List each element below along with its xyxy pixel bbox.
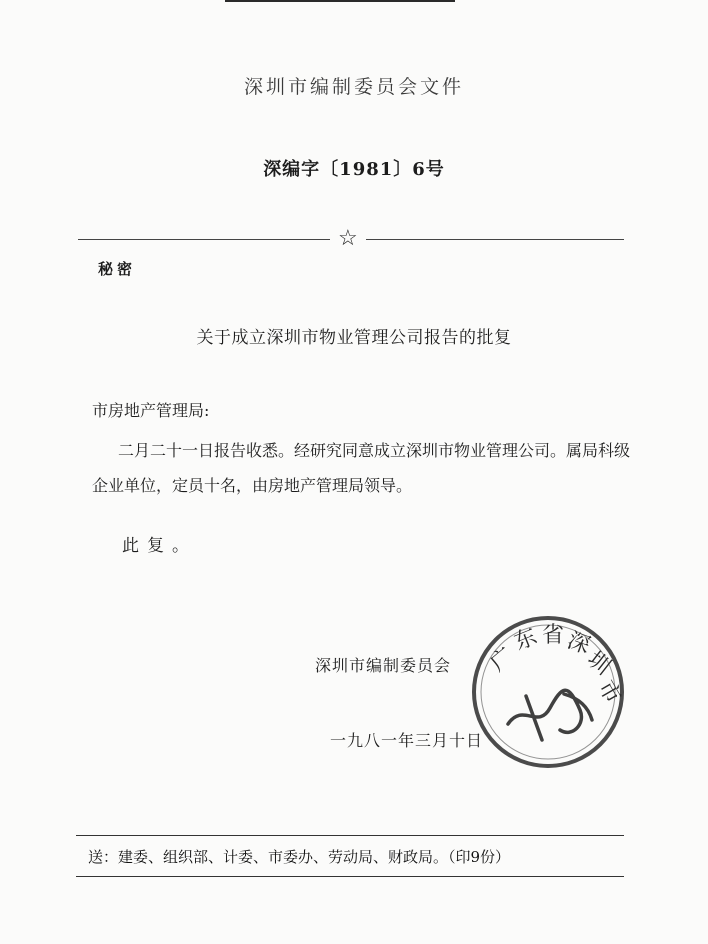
body-paragraph: 二月二十一日报告收悉。经研究同意成立深圳市物业管理公司。属局科级企业单位，定员十名，由房地产管理局领导。 bbox=[92, 441, 631, 495]
svg-text:深: 深 bbox=[563, 628, 594, 660]
svg-text:广: 广 bbox=[485, 643, 519, 677]
distribution-rule-bottom bbox=[76, 876, 624, 877]
separator-line-left bbox=[78, 239, 330, 240]
issuer-header: 深圳市编制委员会文件 bbox=[243, 76, 464, 98]
signing-organization: 深圳市编制委员会 bbox=[315, 656, 452, 675]
document-number: 深编字〔1981〕6号 bbox=[263, 159, 445, 180]
svg-text:市: 市 bbox=[592, 676, 626, 709]
separator-line-right bbox=[366, 239, 624, 240]
signing-date: 一九八一年三月十日 bbox=[330, 731, 484, 750]
document-title: 关于成立深圳市物业管理公司报告的批复 bbox=[196, 328, 512, 348]
official-seal bbox=[468, 612, 628, 772]
svg-text:东: 东 bbox=[510, 624, 541, 656]
secret-mark: 秘密 bbox=[98, 260, 137, 278]
svg-text:圳: 圳 bbox=[582, 647, 616, 681]
star-icon: ☆ bbox=[338, 226, 358, 251]
distribution-list: 送：建委、组织部、计委、市委办、劳动局、财政局。（印9份） bbox=[88, 848, 511, 866]
scan-edge-mark bbox=[225, 0, 455, 2]
svg-text:省: 省 bbox=[542, 623, 565, 648]
distribution-rule-top bbox=[76, 835, 624, 836]
addressee: 市房地产管理局: bbox=[92, 401, 210, 420]
closing-phrase: 此复。 bbox=[122, 536, 197, 556]
